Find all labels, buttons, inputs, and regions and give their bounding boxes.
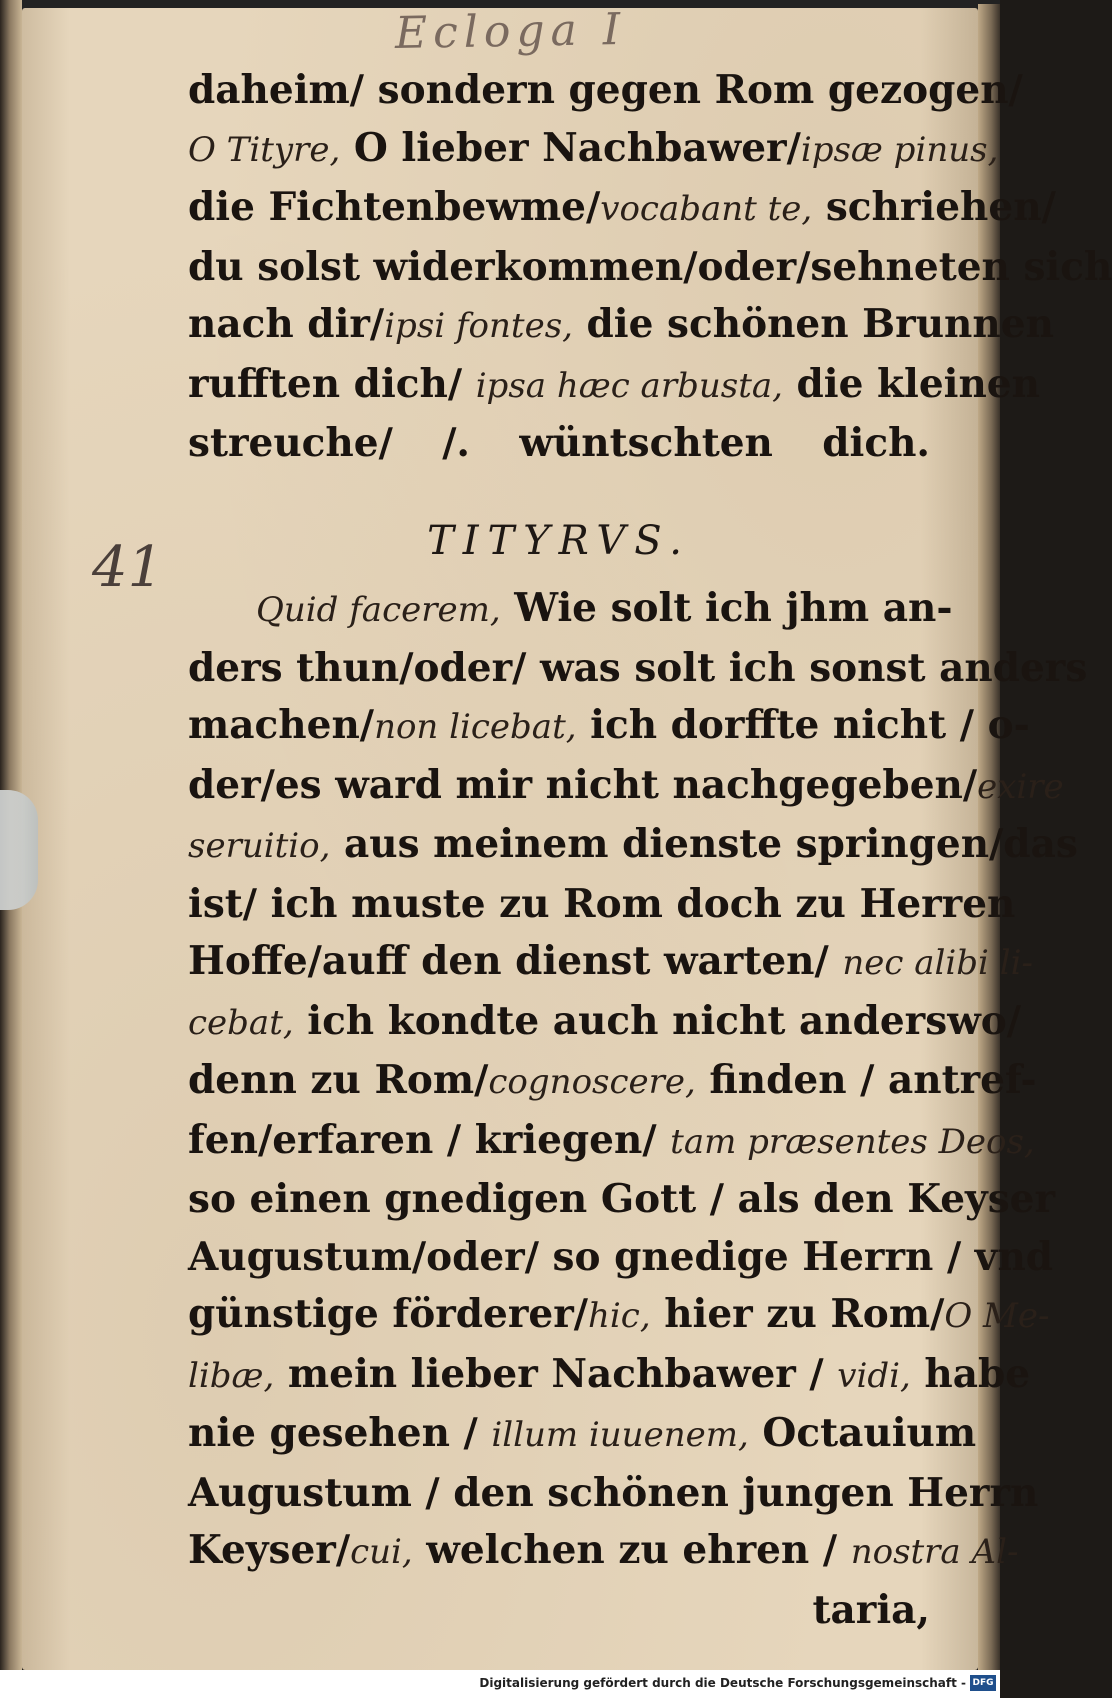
german-text: die Fichtenbewme/ <box>188 184 601 230</box>
german-text: ich dorffte nicht / o- <box>576 702 1030 748</box>
german-text: nach dir/ <box>188 301 385 347</box>
text-line <box>188 876 1016 934</box>
latin-gloss: cui, <box>350 1532 413 1572</box>
latin-gloss: ipsa hæc arbusta, <box>475 365 783 406</box>
german-text: fen/erfaren / kriegen/ <box>188 1116 671 1163</box>
text-line <box>188 415 930 473</box>
text-line <box>188 1171 1056 1229</box>
latin-gloss: O Tityre, <box>188 129 341 170</box>
text-line <box>188 640 1088 698</box>
dfg-logo-icon: DFG <box>970 1675 996 1691</box>
german-text: günstige förderer/ <box>188 1291 588 1337</box>
german-text: nie gesehen / <box>188 1410 492 1456</box>
page-clip <box>0 790 38 910</box>
text-line <box>188 1522 1019 1582</box>
text-line <box>188 1112 1035 1172</box>
handwritten-header-note: Ecloga I <box>394 3 627 60</box>
latin-gloss: vidi, <box>837 1355 911 1396</box>
latin-gloss: cebat, <box>188 1002 294 1043</box>
text-line <box>188 296 1054 356</box>
latin-gloss: cognoscere, <box>488 1062 696 1102</box>
section-heading: TITYRVS. <box>427 517 691 564</box>
german-text: so einen gnedigen Gott / als den Keyser <box>188 1176 1056 1222</box>
text-line <box>188 1346 1031 1406</box>
latin-gloss: illum iuuenem, <box>491 1415 749 1455</box>
latin-gloss: Quid facerem, <box>256 590 501 630</box>
footer-credit: Digitalisierung gefördert durch die Deutsche Forschungsgemeinschaft - <box>479 1676 966 1690</box>
german-text: Keyser/ <box>188 1527 351 1573</box>
german-text: Wie solt ich jhm an- <box>500 585 953 631</box>
german-text: der/es ward mir nicht nachgegeben/ <box>188 761 978 808</box>
text-line <box>188 993 1022 1053</box>
paragraph-main <box>188 580 1088 1582</box>
text-line <box>188 933 1033 993</box>
footer-bar <box>0 1670 1000 1698</box>
latin-gloss: nec alibi li- <box>842 943 1033 983</box>
latin-gloss: tam præsentes Deos, <box>670 1121 1035 1162</box>
text-line <box>188 580 953 640</box>
text-line <box>188 757 1064 817</box>
text-line <box>188 697 1030 757</box>
page-text <box>188 62 1112 1639</box>
latin-gloss: libæ, <box>188 1355 275 1396</box>
german-text: O lieber Nachbawer/ <box>340 124 801 171</box>
latin-gloss: nostra Al- <box>850 1532 1019 1572</box>
paragraph-top <box>188 62 1112 473</box>
text-line <box>188 1052 1037 1112</box>
german-text: Augustum / den schönen jungen Herrn <box>188 1469 1039 1516</box>
text-line <box>188 1286 1050 1346</box>
text-line <box>188 62 1023 120</box>
text-line <box>188 120 999 180</box>
german-text: schriehen/ <box>812 184 1056 230</box>
german-text: Octauium <box>748 1410 977 1456</box>
handwritten-margin-number: 41 <box>92 535 164 600</box>
german-text: denn zu Rom/ <box>188 1057 489 1103</box>
text-line <box>188 239 1112 297</box>
text-line <box>188 356 1040 416</box>
latin-gloss: seruitio, <box>188 826 331 866</box>
latin-gloss: hic, <box>588 1296 651 1336</box>
latin-gloss: exire <box>977 766 1064 807</box>
latin-gloss: ipsi fontes, <box>384 306 573 346</box>
german-text: habe <box>910 1350 1031 1397</box>
german-text: streuche/ /. wüntschten dich. <box>188 420 930 466</box>
german-text: rufften dich/ <box>188 360 476 407</box>
latin-gloss: O Me- <box>944 1296 1050 1336</box>
german-text: daheim/ sondern gegen Rom gezogen/ <box>188 67 1023 113</box>
german-text: die kleinen <box>782 360 1040 407</box>
text-line <box>188 179 1056 239</box>
catchword: taria, <box>812 1586 930 1633</box>
german-text: ders thun/oder/ was solt ich sonst anders <box>188 644 1088 691</box>
german-text: hier zu Rom/ <box>650 1291 945 1337</box>
text-line <box>188 1229 1054 1287</box>
text-line <box>188 1405 977 1465</box>
latin-gloss: non licebat, <box>374 707 577 747</box>
german-text: ist/ ich muste zu Rom doch zu Herren <box>188 880 1016 927</box>
german-text: welchen zu ehren / <box>412 1527 851 1573</box>
latin-gloss: ipsæ pinus, <box>800 129 999 170</box>
german-text: Augustum/oder/ so gnedige Herrn / vnd <box>188 1233 1054 1280</box>
text-line <box>188 1465 1039 1523</box>
german-text: machen/ <box>188 702 375 748</box>
german-text: finden / antref- <box>695 1057 1037 1103</box>
german-text: die schönen Brunnen <box>572 301 1054 347</box>
german-text: ich kondte auch nicht anderswo/ <box>293 997 1022 1044</box>
german-text: Hoffe/auff den dienst warten/ <box>188 938 843 984</box>
german-text: aus meinem dienste springen/das <box>330 821 1078 867</box>
german-text: du solst widerkommen/oder/sehneten sich <box>188 243 1112 290</box>
german-text: mein lieber Nachbawer / <box>274 1350 838 1397</box>
latin-gloss: vocabant te, <box>600 189 813 229</box>
text-line <box>188 816 1078 876</box>
